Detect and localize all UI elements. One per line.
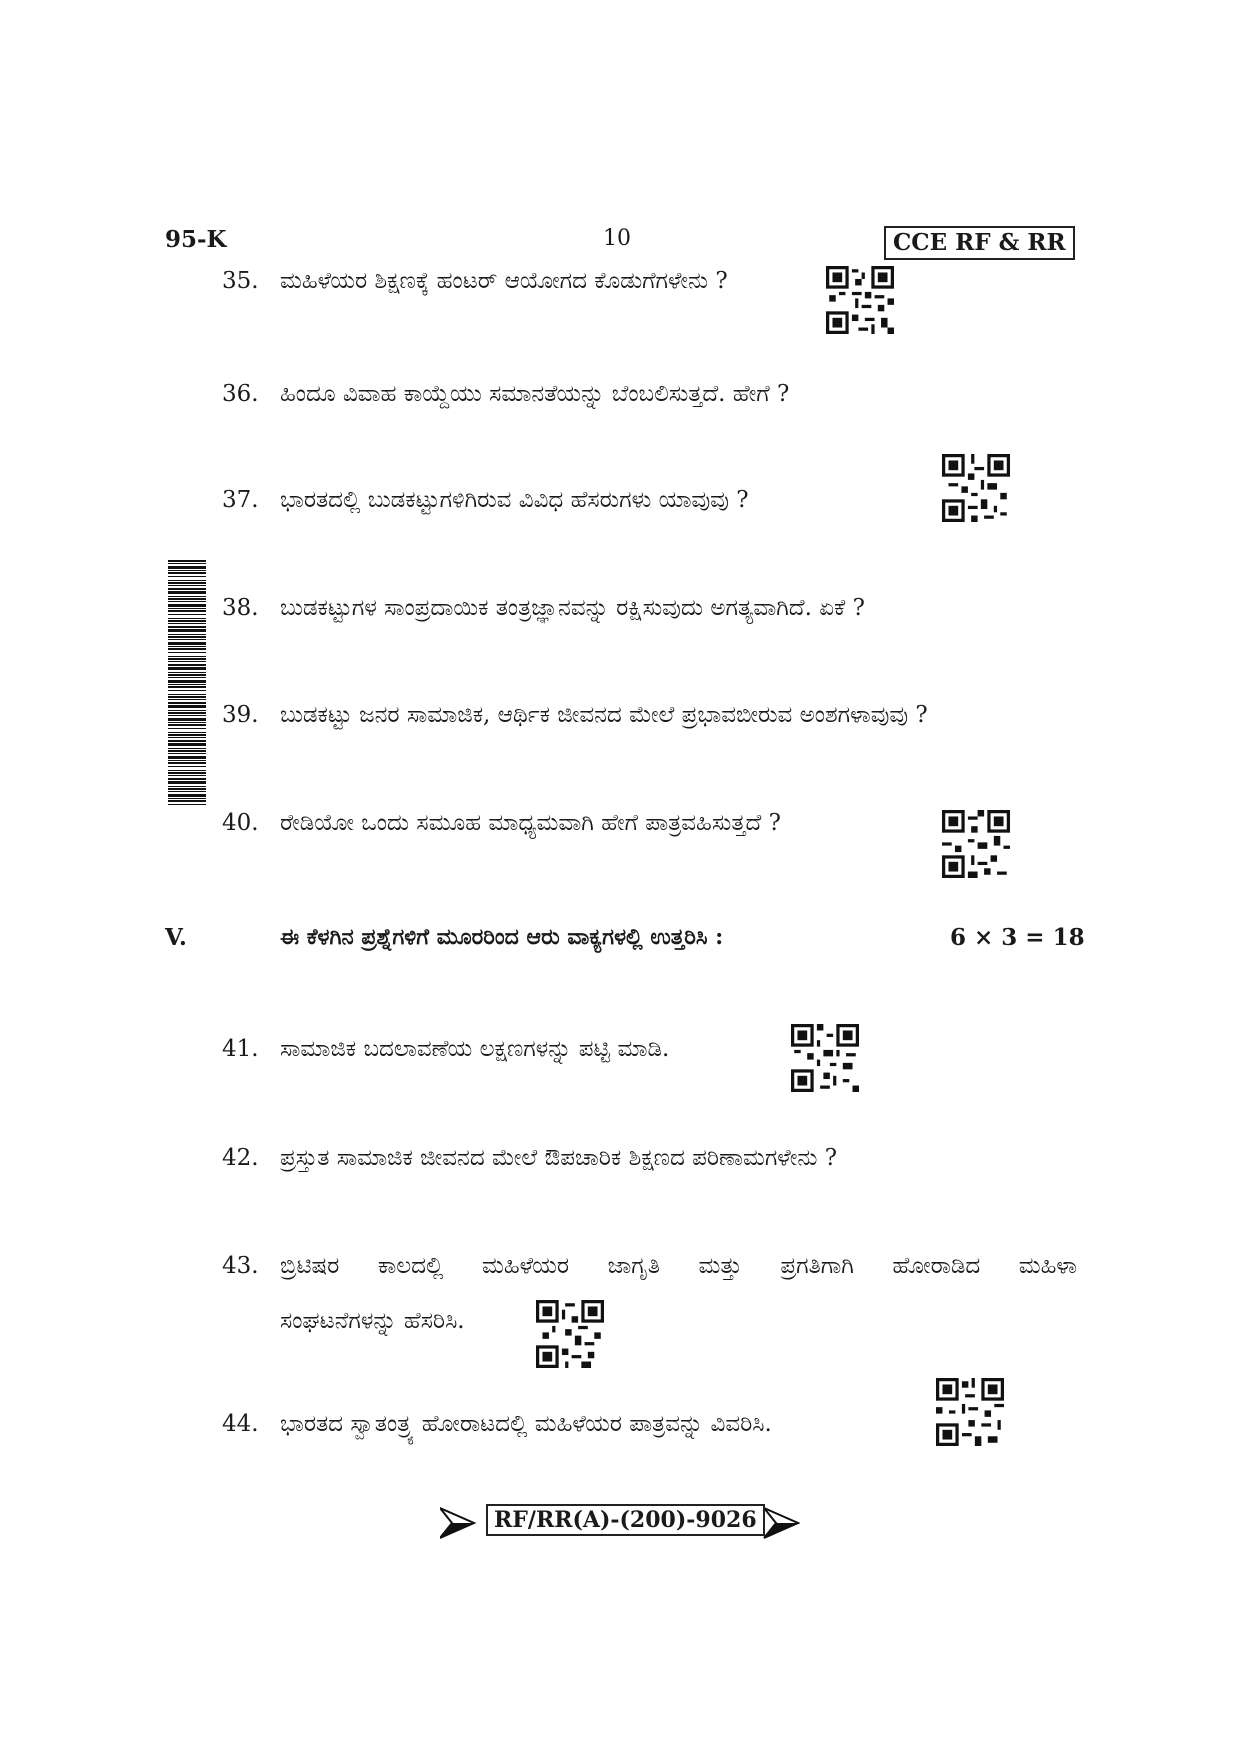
question-43-line2: ಸಂಘಟನೆಗಳನ್ನು ಹೆಸರಿಸಿ. xyxy=(280,1308,465,1334)
question-35 xyxy=(222,268,728,294)
question-38 xyxy=(222,595,865,621)
qr-code-icon xyxy=(536,1300,604,1368)
qr-code-icon xyxy=(942,810,1010,878)
question-text: ಭಾರತದ ಸ್ವಾತಂತ್ರ್ಯ ಹೋರಾಟದಲ್ಲಿ ಮಹಿಳೆಯರ ಪಾತ್ರವನ್ನು ವಿವರಿಸಿ. xyxy=(280,1411,772,1437)
question-number: 38. xyxy=(222,595,259,621)
qr-code-icon xyxy=(826,266,894,334)
question-text: ಬುಡಕಟ್ಟುಗಳ ಸಾಂಪ್ರದಾಯಿಕ ತಂತ್ರಜ್ಞಾನವನ್ನು ರಕ್ಷಿಸುವುದು ಅಗತ್ಯವಾಗಿದೆ. ಏಕೆ ? xyxy=(280,595,865,621)
arrow-right-icon xyxy=(764,1508,798,1538)
page-number: 10 xyxy=(603,226,631,251)
question-number: 40. xyxy=(222,810,259,836)
question-text: ರೇಡಿಯೋ ಒಂದು ಸಮೂಹ ಮಾಧ್ಯಮವಾಗಿ ಹೇಗೆ ಪಾತ್ರವಹಿಸುತ್ತದೆ ? xyxy=(280,810,781,836)
question-43-line1: ಬ್ರಿಟಿಷರ ಕಾಲದಲ್ಲಿ ಮಹಿಳೆಯರ ಜಾಗೃತಿ ಮತ್ತು ಪ್ರಗತಿಗಾಗಿ ಹೋರಾಡಿದ ಮಹಿಳಾ xyxy=(280,1253,1077,1279)
question-text: ಬುಡಕಟ್ಟು ಜನರ ಸಾಮಾಜಿಕ, ಆರ್ಥಿಕ ಜೀವನದ ಮೇಲೆ ಪ್ರಭಾವಬೀರುವ ಅಂಶಗಳಾವುವು ? xyxy=(280,702,928,728)
section-instruction: ಈ ಕೆಳಗಿನ ಪ್ರಶ್ನೆಗಳಿಗೆ ಮೂರರಿಂದ ಆರು ವಾಕ್ಯಗಳಲ್ಲಿ ಉತ್ತರಿಸಿ : xyxy=(280,924,724,950)
question-number: 39. xyxy=(222,702,259,728)
question-40 xyxy=(222,810,781,836)
question-number: 43. xyxy=(222,1253,259,1279)
question-42 xyxy=(222,1145,837,1171)
qr-code-icon xyxy=(791,1024,859,1092)
question-37 xyxy=(222,487,749,513)
series-label: CCE RF & RR xyxy=(884,226,1075,260)
qr-code-icon xyxy=(936,1378,1004,1446)
question-number: 35. xyxy=(222,268,259,294)
question-number: 36. xyxy=(222,381,259,407)
section-numeral: V. xyxy=(165,924,187,951)
question-43 xyxy=(222,1253,280,1279)
question-39 xyxy=(222,702,928,728)
question-41 xyxy=(222,1036,669,1062)
question-text: ಪ್ರಸ್ತುತ ಸಾಮಾಜಿಕ ಜೀವನದ ಮೇಲೆ ಔಪಚಾರಿಕ ಶಿಕ್ಷಣದ ಪರಿಣಾಮಗಳೇನು ? xyxy=(280,1145,838,1171)
arrow-right-icon xyxy=(440,1508,474,1538)
question-36 xyxy=(222,381,789,407)
qr-code-icon xyxy=(942,454,1010,522)
question-text: ಭಾರತದಲ್ಲಿ ಬುಡಕಟ್ಟುಗಳಿಗಿರುವ ವಿವಿಧ ಹೆಸರುಗಳು ಯಾವುವು ? xyxy=(280,487,749,513)
section-marks: 6 × 3 = 18 xyxy=(950,924,1085,951)
question-text: ಸಾಮಾಜಿಕ ಬದಲಾವಣೆಯ ಲಕ್ಷಣಗಳನ್ನು ಪಟ್ಟಿ ಮಾಡಿ. xyxy=(280,1036,670,1062)
question-44 xyxy=(222,1411,772,1437)
question-number: 44. xyxy=(222,1411,259,1437)
question-text: ಮಹಿಳೆಯರ ಶಿಕ್ಷಣಕ್ಕೆ ಹಂಟರ್ ಆಯೋಗದ ಕೊಡುಗೆಗಳೇನು ? xyxy=(280,268,728,294)
question-number: 41. xyxy=(222,1036,259,1062)
question-number: 37. xyxy=(222,487,259,513)
barcode-icon xyxy=(168,560,206,806)
question-number: 42. xyxy=(222,1145,259,1171)
footer-code: RF/RR(A)-(200)-9026 xyxy=(486,1504,765,1536)
question-text: ಹಿಂದೂ ವಿವಾಹ ಕಾಯ್ದೆಯು ಸಮಾನತೆಯನ್ನು ಬೆಂಬಲಿಸುತ್ತದೆ. ಹೇಗೆ ? xyxy=(280,381,790,407)
subject-code: 95-K xyxy=(165,226,227,253)
